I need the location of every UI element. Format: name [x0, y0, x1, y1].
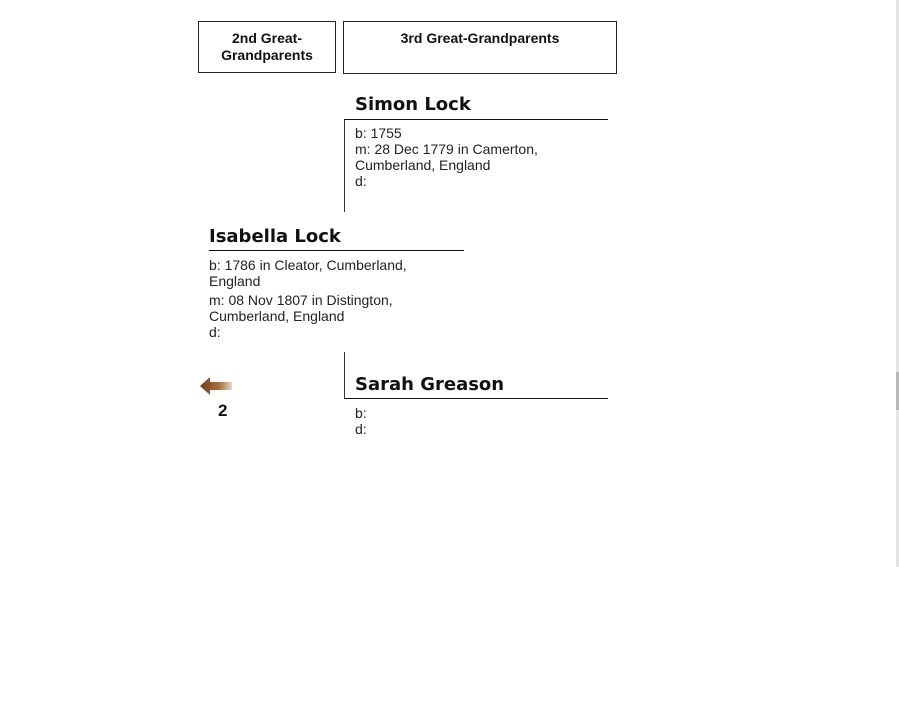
marriage-info-line1: m: 28 Dec 1779 in Camerton, [355, 141, 538, 157]
header-2nd-great-line1: 2nd Great- [231, 30, 302, 46]
person-details-sarah-greason [355, 405, 605, 437]
person-name-sarah-greason[interactable]: Sarah Greason [355, 374, 505, 395]
connector-line [344, 120, 345, 212]
page-number[interactable]: 2 [218, 401, 228, 420]
marriage-info-line2: Cumberland, England [209, 308, 345, 324]
name-underline [344, 119, 608, 120]
person-name-simon-lock[interactable]: Simon Lock [355, 94, 471, 115]
header-2nd-great-line2: Grandparents [221, 47, 313, 63]
name-underline [344, 398, 608, 399]
name-underline [209, 250, 464, 251]
birth-info: b: [355, 405, 367, 421]
person-name-isabella-lock[interactable]: Isabella Lock [209, 226, 341, 247]
connector-line [344, 352, 345, 398]
header-2nd-great-grandparents [198, 21, 336, 73]
left-arrow-icon[interactable] [200, 375, 234, 397]
marriage-info-line2: Cumberland, England [355, 157, 491, 173]
death-info: d: [355, 421, 367, 437]
birth-info-line2: England [209, 273, 261, 289]
marriage-info-line1: m: 08 Nov 1807 in Distington, [209, 292, 393, 308]
death-info: d: [209, 324, 221, 340]
person-details-isabella-lock [209, 257, 464, 340]
header-3rd-great-grandparents [343, 21, 617, 74]
birth-info: b: 1755 [355, 125, 402, 141]
person-details-simon-lock [355, 125, 605, 189]
header-3rd-great-label: 3rd Great-Grandparents [400, 30, 560, 46]
birth-info-line1: b: 1786 in Cleator, Cumberland, [209, 257, 407, 273]
death-info: d: [355, 173, 367, 189]
